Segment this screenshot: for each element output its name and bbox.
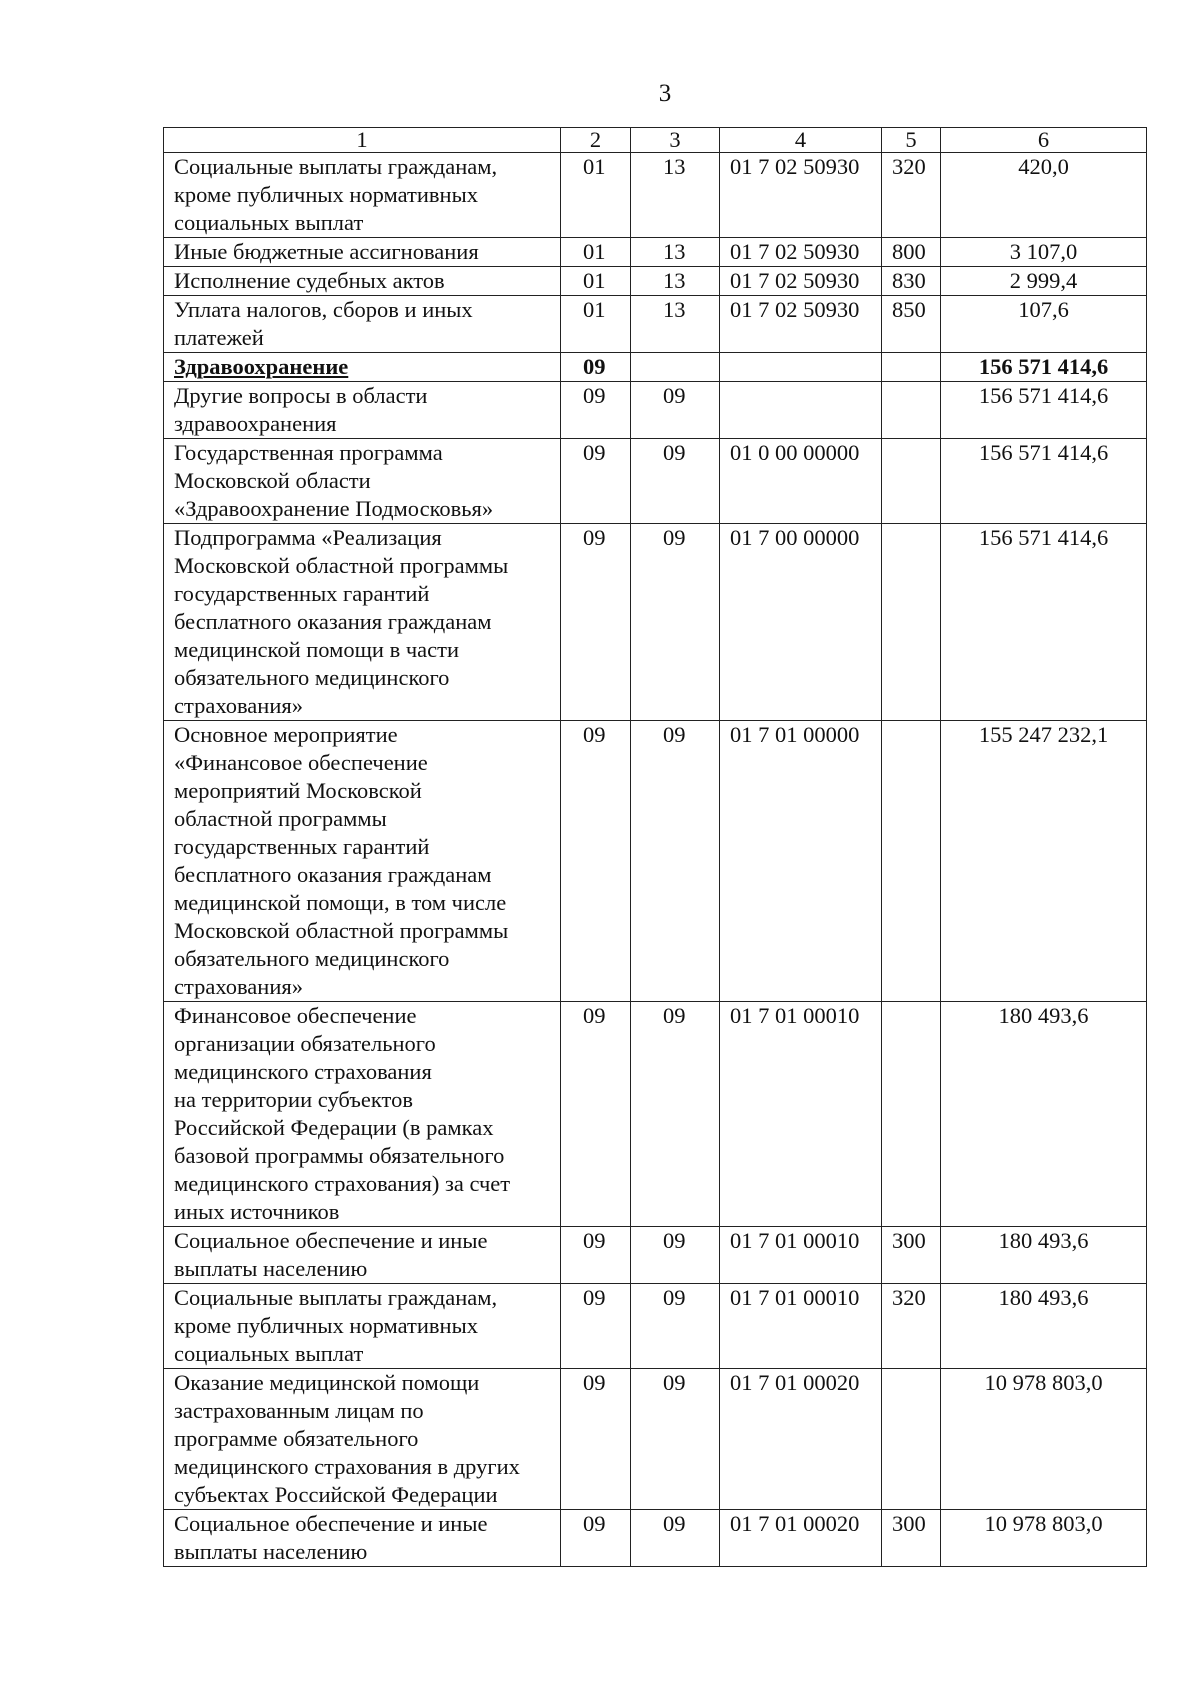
table-row bbox=[164, 267, 1147, 296]
row-target-article-cell: 01 7 01 00000 bbox=[720, 721, 882, 1002]
row-name-cell: Другие вопросы в области здравоохранения bbox=[164, 382, 561, 439]
table-row bbox=[164, 353, 1147, 382]
table-row bbox=[164, 1510, 1147, 1567]
row-subsection-cell: 09 bbox=[631, 439, 720, 524]
row-subsection-cell: 13 bbox=[631, 267, 720, 296]
row-subsection-cell: 09 bbox=[631, 524, 720, 721]
row-amount-cell: 107,6 bbox=[941, 296, 1147, 353]
row-amount-cell: 420,0 bbox=[941, 153, 1147, 238]
row-target-article-cell: 01 7 02 50930 bbox=[720, 153, 882, 238]
row-section-cell: 09 bbox=[561, 1284, 631, 1369]
row-amount-cell: 156 571 414,6 bbox=[941, 524, 1147, 721]
row-amount-cell: 180 493,6 bbox=[941, 1284, 1147, 1369]
row-expense-type-cell bbox=[882, 1002, 941, 1227]
row-section-cell: 09 bbox=[561, 1369, 631, 1510]
row-subsection-cell: 09 bbox=[631, 1369, 720, 1510]
row-target-article-cell: 01 0 00 00000 bbox=[720, 439, 882, 524]
row-section-cell: 01 bbox=[561, 238, 631, 267]
row-target-article-cell: 01 7 01 00010 bbox=[720, 1002, 882, 1227]
row-section-cell: 09 bbox=[561, 524, 631, 721]
row-expense-type-cell bbox=[882, 353, 941, 382]
row-expense-type-cell bbox=[882, 524, 941, 721]
row-target-article-cell: 01 7 01 00010 bbox=[720, 1284, 882, 1369]
row-name-cell: Уплата налогов, сборов и иных платежей bbox=[164, 296, 561, 353]
table-row bbox=[164, 524, 1147, 721]
row-section-cell: 01 bbox=[561, 267, 631, 296]
row-amount-cell: 3 107,0 bbox=[941, 238, 1147, 267]
table-row bbox=[164, 153, 1147, 238]
row-amount-cell: 180 493,6 bbox=[941, 1227, 1147, 1284]
row-expense-type-cell: 850 bbox=[882, 296, 941, 353]
row-target-article-cell bbox=[720, 353, 882, 382]
row-amount-cell: 10 978 803,0 bbox=[941, 1369, 1147, 1510]
row-section-cell: 09 bbox=[561, 1002, 631, 1227]
row-name-cell: Финансовое обеспечение организации обязательного медицинского страхования на территории субъектов Российской Федерации (в рамках базовой программы обязательного медицинского страхования) за счет иных источников bbox=[164, 1002, 561, 1227]
row-subsection-cell: 13 bbox=[631, 296, 720, 353]
row-subsection-cell: 09 bbox=[631, 382, 720, 439]
header-cell: 1 bbox=[164, 128, 561, 153]
header-cell: 3 bbox=[631, 128, 720, 153]
table-row bbox=[164, 1227, 1147, 1284]
row-expense-type-cell: 800 bbox=[882, 238, 941, 267]
row-name-cell: Социальные выплаты гражданам, кроме публичных нормативных социальных выплат bbox=[164, 1284, 561, 1369]
row-amount-cell: 156 571 414,6 bbox=[941, 382, 1147, 439]
row-amount-cell: 2 999,4 bbox=[941, 267, 1147, 296]
row-target-article-cell: 01 7 01 00010 bbox=[720, 1227, 882, 1284]
table-row bbox=[164, 238, 1147, 267]
page-number: 3 bbox=[658, 80, 672, 107]
row-expense-type-cell: 300 bbox=[882, 1510, 941, 1567]
row-subsection-cell: 13 bbox=[631, 153, 720, 238]
row-name-cell: Основное мероприятие «Финансовое обеспечение мероприятий Московской областной программы государственных гарантий бесплатного оказания гражданам медицинской помощи, в том числе Московской областной программы обязательного медицинского страхования» bbox=[164, 721, 561, 1002]
row-name-cell: Социальное обеспечение и иные выплаты населению bbox=[164, 1227, 561, 1284]
row-target-article-cell: 01 7 01 00020 bbox=[720, 1369, 882, 1510]
row-name-cell: Социальные выплаты гражданам, кроме публичных нормативных социальных выплат bbox=[164, 153, 561, 238]
row-name-cell: Оказание медицинской помощи застрахованным лицам по программе обязательного медицинского страхования в других субъектах Российской Федерации bbox=[164, 1369, 561, 1510]
table-row bbox=[164, 382, 1147, 439]
row-subsection-cell: 09 bbox=[631, 721, 720, 1002]
row-subsection-cell: 09 bbox=[631, 1510, 720, 1567]
row-subsection-cell: 09 bbox=[631, 1227, 720, 1284]
row-name-cell: Социальное обеспечение и иные выплаты населению bbox=[164, 1510, 561, 1567]
row-expense-type-cell: 300 bbox=[882, 1227, 941, 1284]
row-amount-cell: 156 571 414,6 bbox=[941, 353, 1147, 382]
table-row bbox=[164, 296, 1147, 353]
row-amount-cell: 180 493,6 bbox=[941, 1002, 1147, 1227]
row-name-cell: Здравоохранение bbox=[164, 353, 561, 382]
header-cell: 5 bbox=[882, 128, 941, 153]
row-section-cell: 09 bbox=[561, 439, 631, 524]
row-section-cell: 01 bbox=[561, 296, 631, 353]
table-row bbox=[164, 1002, 1147, 1227]
row-name-cell: Исполнение судебных актов bbox=[164, 267, 561, 296]
header-cell: 4 bbox=[720, 128, 882, 153]
row-subsection-cell: 09 bbox=[631, 1002, 720, 1227]
table-row bbox=[164, 439, 1147, 524]
row-section-cell: 09 bbox=[561, 353, 631, 382]
budget-table bbox=[163, 127, 1147, 1567]
row-amount-cell: 156 571 414,6 bbox=[941, 439, 1147, 524]
row-expense-type-cell: 830 bbox=[882, 267, 941, 296]
row-expense-type-cell bbox=[882, 1369, 941, 1510]
row-section-cell: 09 bbox=[561, 721, 631, 1002]
header-cell: 6 bbox=[941, 128, 1147, 153]
row-name-cell: Государственная программа Московской области «Здравоохранение Подмосковья» bbox=[164, 439, 561, 524]
row-target-article-cell: 01 7 02 50930 bbox=[720, 296, 882, 353]
row-subsection-cell: 13 bbox=[631, 238, 720, 267]
row-section-cell: 09 bbox=[561, 382, 631, 439]
row-target-article-cell: 01 7 02 50930 bbox=[720, 267, 882, 296]
row-amount-cell: 155 247 232,1 bbox=[941, 721, 1147, 1002]
row-section-cell: 09 bbox=[561, 1510, 631, 1567]
row-expense-type-cell: 320 bbox=[882, 1284, 941, 1369]
row-target-article-cell bbox=[720, 382, 882, 439]
row-expense-type-cell bbox=[882, 721, 941, 1002]
row-expense-type-cell bbox=[882, 439, 941, 524]
row-section-cell: 01 bbox=[561, 153, 631, 238]
table-row bbox=[164, 1369, 1147, 1510]
header-cell: 2 bbox=[561, 128, 631, 153]
row-section-cell: 09 bbox=[561, 1227, 631, 1284]
row-expense-type-cell: 320 bbox=[882, 153, 941, 238]
row-target-article-cell: 01 7 01 00020 bbox=[720, 1510, 882, 1567]
row-subsection-cell bbox=[631, 353, 720, 382]
table-row bbox=[164, 1284, 1147, 1369]
row-target-article-cell: 01 7 02 50930 bbox=[720, 238, 882, 267]
table-row bbox=[164, 721, 1147, 1002]
row-name-cell: Подпрограмма «Реализация Московской областной программы государственных гарантий бесплатного оказания гражданам медицинской помощи в части обязательного медицинского страхования» bbox=[164, 524, 561, 721]
row-amount-cell: 10 978 803,0 bbox=[941, 1510, 1147, 1567]
row-subsection-cell: 09 bbox=[631, 1284, 720, 1369]
row-name-cell: Иные бюджетные ассигнования bbox=[164, 238, 561, 267]
row-expense-type-cell bbox=[882, 382, 941, 439]
table-header-row bbox=[164, 128, 1147, 153]
row-target-article-cell: 01 7 00 00000 bbox=[720, 524, 882, 721]
